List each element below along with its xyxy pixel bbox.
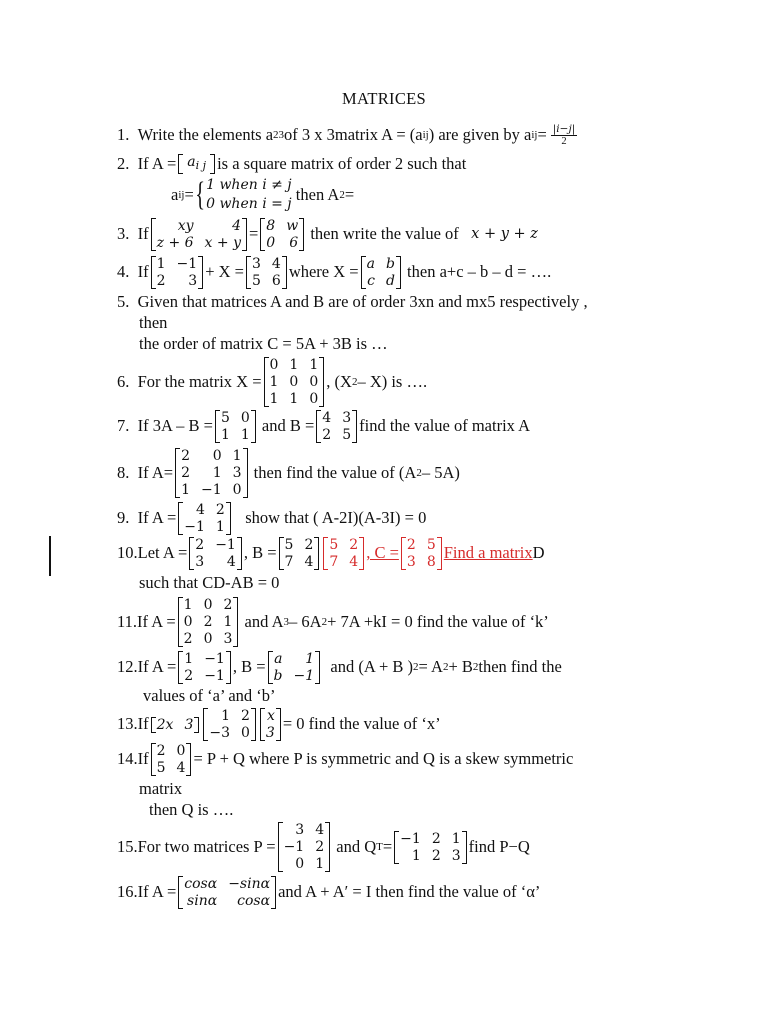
matrix-cell: 0	[212, 448, 222, 464]
matrix-cell: 3	[184, 716, 194, 733]
matrix-cell: 2	[322, 427, 332, 443]
matrix-cell: −1	[400, 830, 421, 847]
matrix-cell: 2	[215, 502, 225, 518]
matrix-cell: 4	[232, 218, 241, 234]
matrix-cell: 2	[349, 537, 359, 553]
matrix-cell: 3	[451, 847, 461, 864]
matrix-cell: 1	[240, 427, 250, 443]
matrix-cell: 1	[215, 519, 225, 535]
question-7: 7. If 3A – B = 5 0 1 1 and B = 4 3 2 5 find the value of matrix A	[117, 410, 531, 443]
question-10: 10. Let A = 2 −1 3 4 , B = 5 2 7 4 5 2 7 4 , C = 2 5 3 8 Find a matrix D	[117, 537, 545, 570]
matrix-cell: 5	[329, 537, 339, 553]
question-2: 2. If A = $a_{i j}$ is a square matrix of order 2 such that	[117, 153, 467, 173]
matrix-cell: 0	[176, 743, 186, 759]
matrix-cell: 4	[271, 256, 281, 272]
question-10-line2: such that CD-AB = 0	[139, 573, 280, 592]
tracked-change-text: Find a matrix	[443, 543, 533, 563]
matrix	[178, 651, 231, 684]
matrix-tracked-change	[401, 537, 442, 570]
question-14-line3: then Q is ….	[149, 800, 234, 819]
matrix-cell: 1	[315, 856, 325, 872]
matrix	[264, 357, 325, 407]
matrix-cell: 6	[271, 273, 281, 289]
matrix-cell: 2	[181, 448, 190, 464]
matrix-tracked-change	[323, 537, 364, 570]
matrix	[278, 822, 331, 872]
matrix-cell: sinα	[187, 893, 218, 909]
matrix	[175, 448, 247, 498]
matrix-cell: 2	[315, 839, 325, 855]
matrix-cell: 0	[309, 374, 319, 390]
matrix-cell: −1	[200, 482, 222, 498]
matrix-cell: 1	[181, 482, 190, 498]
matrix-cell: cosα	[237, 893, 271, 909]
matrix-cell: 6	[289, 235, 299, 251]
matrix-cell: −1	[215, 537, 236, 553]
fraction: $\frac{|i-j|}{2}$	[552, 123, 576, 147]
matrix-cell: 1	[184, 651, 194, 667]
question-1: 1. Write the elements a 23 of 3 x 3matrix A = (a ij ) are given by a ij = $\frac{|i-j|}{2}$	[117, 123, 576, 147]
matrix-cell: −1	[293, 668, 315, 684]
matrix	[151, 218, 247, 251]
question-3: 3. If xy 4 z + 6 x + y = 8 w 0 6 then write the value of x + y + z	[117, 218, 538, 251]
matrix-cell: 4	[304, 554, 314, 570]
matrix-cell: xy	[177, 218, 194, 234]
matrix-cell: −3	[209, 725, 230, 741]
matrix-cell: −1	[283, 839, 305, 855]
text-cursor	[49, 536, 51, 576]
matrix-cell: 0	[266, 235, 276, 251]
matrix-cell: 1	[289, 357, 299, 373]
matrix-cell: −1	[204, 668, 225, 684]
matrix-cell: 3	[406, 554, 416, 570]
matrix-cell: 5	[284, 537, 294, 553]
matrix-cell: 1	[221, 708, 230, 724]
matrix-aij: $a_{i j}$	[178, 154, 215, 174]
matrix	[394, 831, 466, 864]
matrix-cell: 0	[183, 614, 193, 630]
matrix-cell: 5	[251, 273, 261, 289]
matrix-cell: 1	[305, 651, 315, 667]
matrix-cell: 5	[342, 427, 352, 443]
matrix-cell: −1	[176, 256, 198, 272]
matrix-cell: 3	[232, 465, 242, 481]
matrix-cell: 1	[156, 256, 166, 272]
matrix-cell: b	[385, 256, 395, 272]
matrix-cell: 1	[309, 357, 319, 373]
column-matrix	[260, 708, 281, 741]
tracked-change-text: , C =	[366, 543, 399, 563]
matrix	[246, 256, 287, 289]
question-2-definition: a ij = { 1 when i ≠ j 0 when i = j then A 2 =	[171, 176, 355, 213]
matrix-cell: 4	[195, 502, 205, 518]
question-number: 1.	[117, 125, 130, 145]
matrix-cell: 0	[295, 856, 305, 872]
matrix-cell: 2x	[156, 716, 174, 733]
matrix-cell: 1	[411, 847, 421, 864]
question-16: 16. If A = cosα −sinα sinα cosα and A + A′ = I then find the value of ‘α’	[117, 876, 541, 909]
matrix-cell: 0	[289, 374, 299, 390]
matrix-cell: 2	[183, 631, 193, 647]
matrix-cell: 2	[304, 537, 314, 553]
matrix-cell: 2	[431, 830, 441, 847]
matrix	[268, 651, 321, 684]
matrix-cell: 3	[265, 725, 275, 741]
question-12: 12. If A = 1 −1 2 −1 , B = a 1 b −1 and (A + B ) 2 = A 2 + B 2 then find the	[117, 651, 562, 684]
matrix-cell: x + y	[204, 235, 241, 251]
matrix-cell: −1	[204, 651, 225, 667]
matrix-cell: 3	[188, 273, 198, 289]
matrix-cell: cosα	[184, 876, 218, 892]
question-12-line2: values of ‘a’ and ‘b’	[143, 686, 276, 705]
matrix	[260, 218, 304, 251]
matrix-cell: 2	[241, 708, 250, 724]
matrix	[151, 256, 204, 289]
question-11: 11. If A = 1 0 2 0 2 1 2 0 3 and A 3 – 6A 2 + 7A +kI = 0 find the value of ‘k’	[117, 597, 549, 647]
matrix-cell: 3	[251, 256, 261, 272]
matrix-cell: 1	[451, 830, 461, 847]
matrix-cell: 1	[212, 465, 222, 481]
matrix	[189, 537, 242, 570]
matrix-cell: 1	[220, 427, 230, 443]
matrix-cell: 0	[309, 391, 319, 407]
matrix	[215, 410, 256, 443]
question-4: 4. If 1 −1 2 3 + X = 3 4 5 6 where X = a b c d then a+c – b – d = ….	[117, 256, 552, 289]
matrix-cell: 2	[156, 743, 166, 759]
matrix-cell: 0	[240, 410, 250, 426]
question-5: 5. Given that matrices A and B are of order 3xn and mx5 respectively ,	[117, 292, 588, 311]
matrix	[203, 708, 256, 741]
matrix-cell: 7	[284, 554, 294, 570]
matrix-cell: 4	[315, 822, 325, 838]
matrix-cell: 0	[241, 725, 250, 741]
matrix-cell: a	[366, 256, 375, 272]
matrix-cell: z + 6	[156, 235, 194, 251]
matrix-cell: 3	[223, 631, 233, 647]
question-13: 13. If 2x 3 1 2 −3 0 x 3 = 0 find the value of ‘x’	[117, 708, 441, 741]
matrix-cell: 0	[269, 357, 279, 373]
matrix-cell: x	[266, 708, 275, 724]
matrix	[361, 256, 401, 289]
matrix-cell: 2	[223, 597, 233, 613]
matrix-cell: 3	[342, 410, 352, 426]
matrix-cell: 2	[181, 465, 190, 481]
question-14: 14. If 2 0 5 4 = P + Q where P is symmetric and Q is a skew symmetric	[117, 743, 574, 776]
matrix-cell: −sinα	[228, 876, 271, 892]
matrix-cell: a	[274, 651, 283, 667]
matrix	[279, 537, 320, 570]
page-title: MATRICES	[342, 89, 426, 108]
matrix-cell: 0	[203, 631, 213, 647]
matrix	[178, 597, 239, 647]
question-5-line3: the order of matrix C = 5A + 3B is …	[139, 334, 388, 353]
matrix-cell: 1	[232, 448, 242, 464]
matrix-cell: 1	[223, 614, 233, 630]
matrix-cell: 4	[226, 554, 236, 570]
matrix-cell: 5	[220, 410, 230, 426]
matrix-cell: 2	[195, 537, 205, 553]
matrix-cell: 2	[406, 537, 416, 553]
matrix-cell: 4	[176, 760, 186, 776]
matrix	[178, 876, 276, 909]
question-9: 9. If A = 4 2 −1 1 show that ( A-2I)(A-3I) = 0	[117, 502, 427, 535]
matrix-cell: 3	[295, 822, 305, 838]
question-8: 8. If A= 2 0 1 2 1 3 1 −1 0 then find the value of (A 2 – 5A)	[117, 448, 460, 498]
matrix	[178, 502, 231, 535]
matrix-cell: 5	[426, 537, 436, 553]
matrix-cell: 1	[183, 597, 193, 613]
question-15: 15. For two matrices P = 3 4 −1 2 0 1 and Q T = −1 2 1 1 2 3 find P−Q	[117, 822, 530, 872]
matrix	[316, 410, 357, 443]
matrix-cell: b	[273, 668, 283, 684]
matrix-cell: 2	[156, 273, 166, 289]
matrix-cell: 2	[431, 847, 441, 864]
row-matrix	[151, 717, 200, 733]
matrix-cell: 2	[184, 668, 194, 684]
matrix-cell: d	[385, 273, 395, 289]
matrix-cell: 1	[269, 391, 279, 407]
matrix	[151, 743, 192, 776]
matrix-cell: 5	[156, 760, 166, 776]
matrix-cell: 0	[232, 482, 242, 498]
matrix-cell: 1	[289, 391, 299, 407]
matrix-cell: 4	[349, 554, 359, 570]
matrix-cell: 7	[329, 554, 339, 570]
matrix-cell: 0	[203, 597, 213, 613]
matrix-cell: 2	[203, 614, 213, 630]
piecewise-cases: 1 when i ≠ j 0 when i = j	[206, 177, 292, 212]
matrix-cell: −1	[184, 519, 205, 535]
question-14-line2: matrix	[139, 779, 183, 798]
matrix-cell: 1	[269, 374, 279, 390]
question-5-line2: then	[139, 313, 168, 332]
matrix-cell: 4	[322, 410, 332, 426]
matrix-cell: 8	[266, 218, 276, 234]
matrix-cell: c	[367, 273, 375, 289]
matrix-cell: 8	[426, 554, 436, 570]
matrix-cell: 3	[195, 554, 205, 570]
question-6: 6. For the matrix X = 0 1 1 1 0 0 1 1 0 , (X 2 – X) is ….	[117, 357, 428, 407]
matrix-cell: w	[286, 218, 299, 234]
